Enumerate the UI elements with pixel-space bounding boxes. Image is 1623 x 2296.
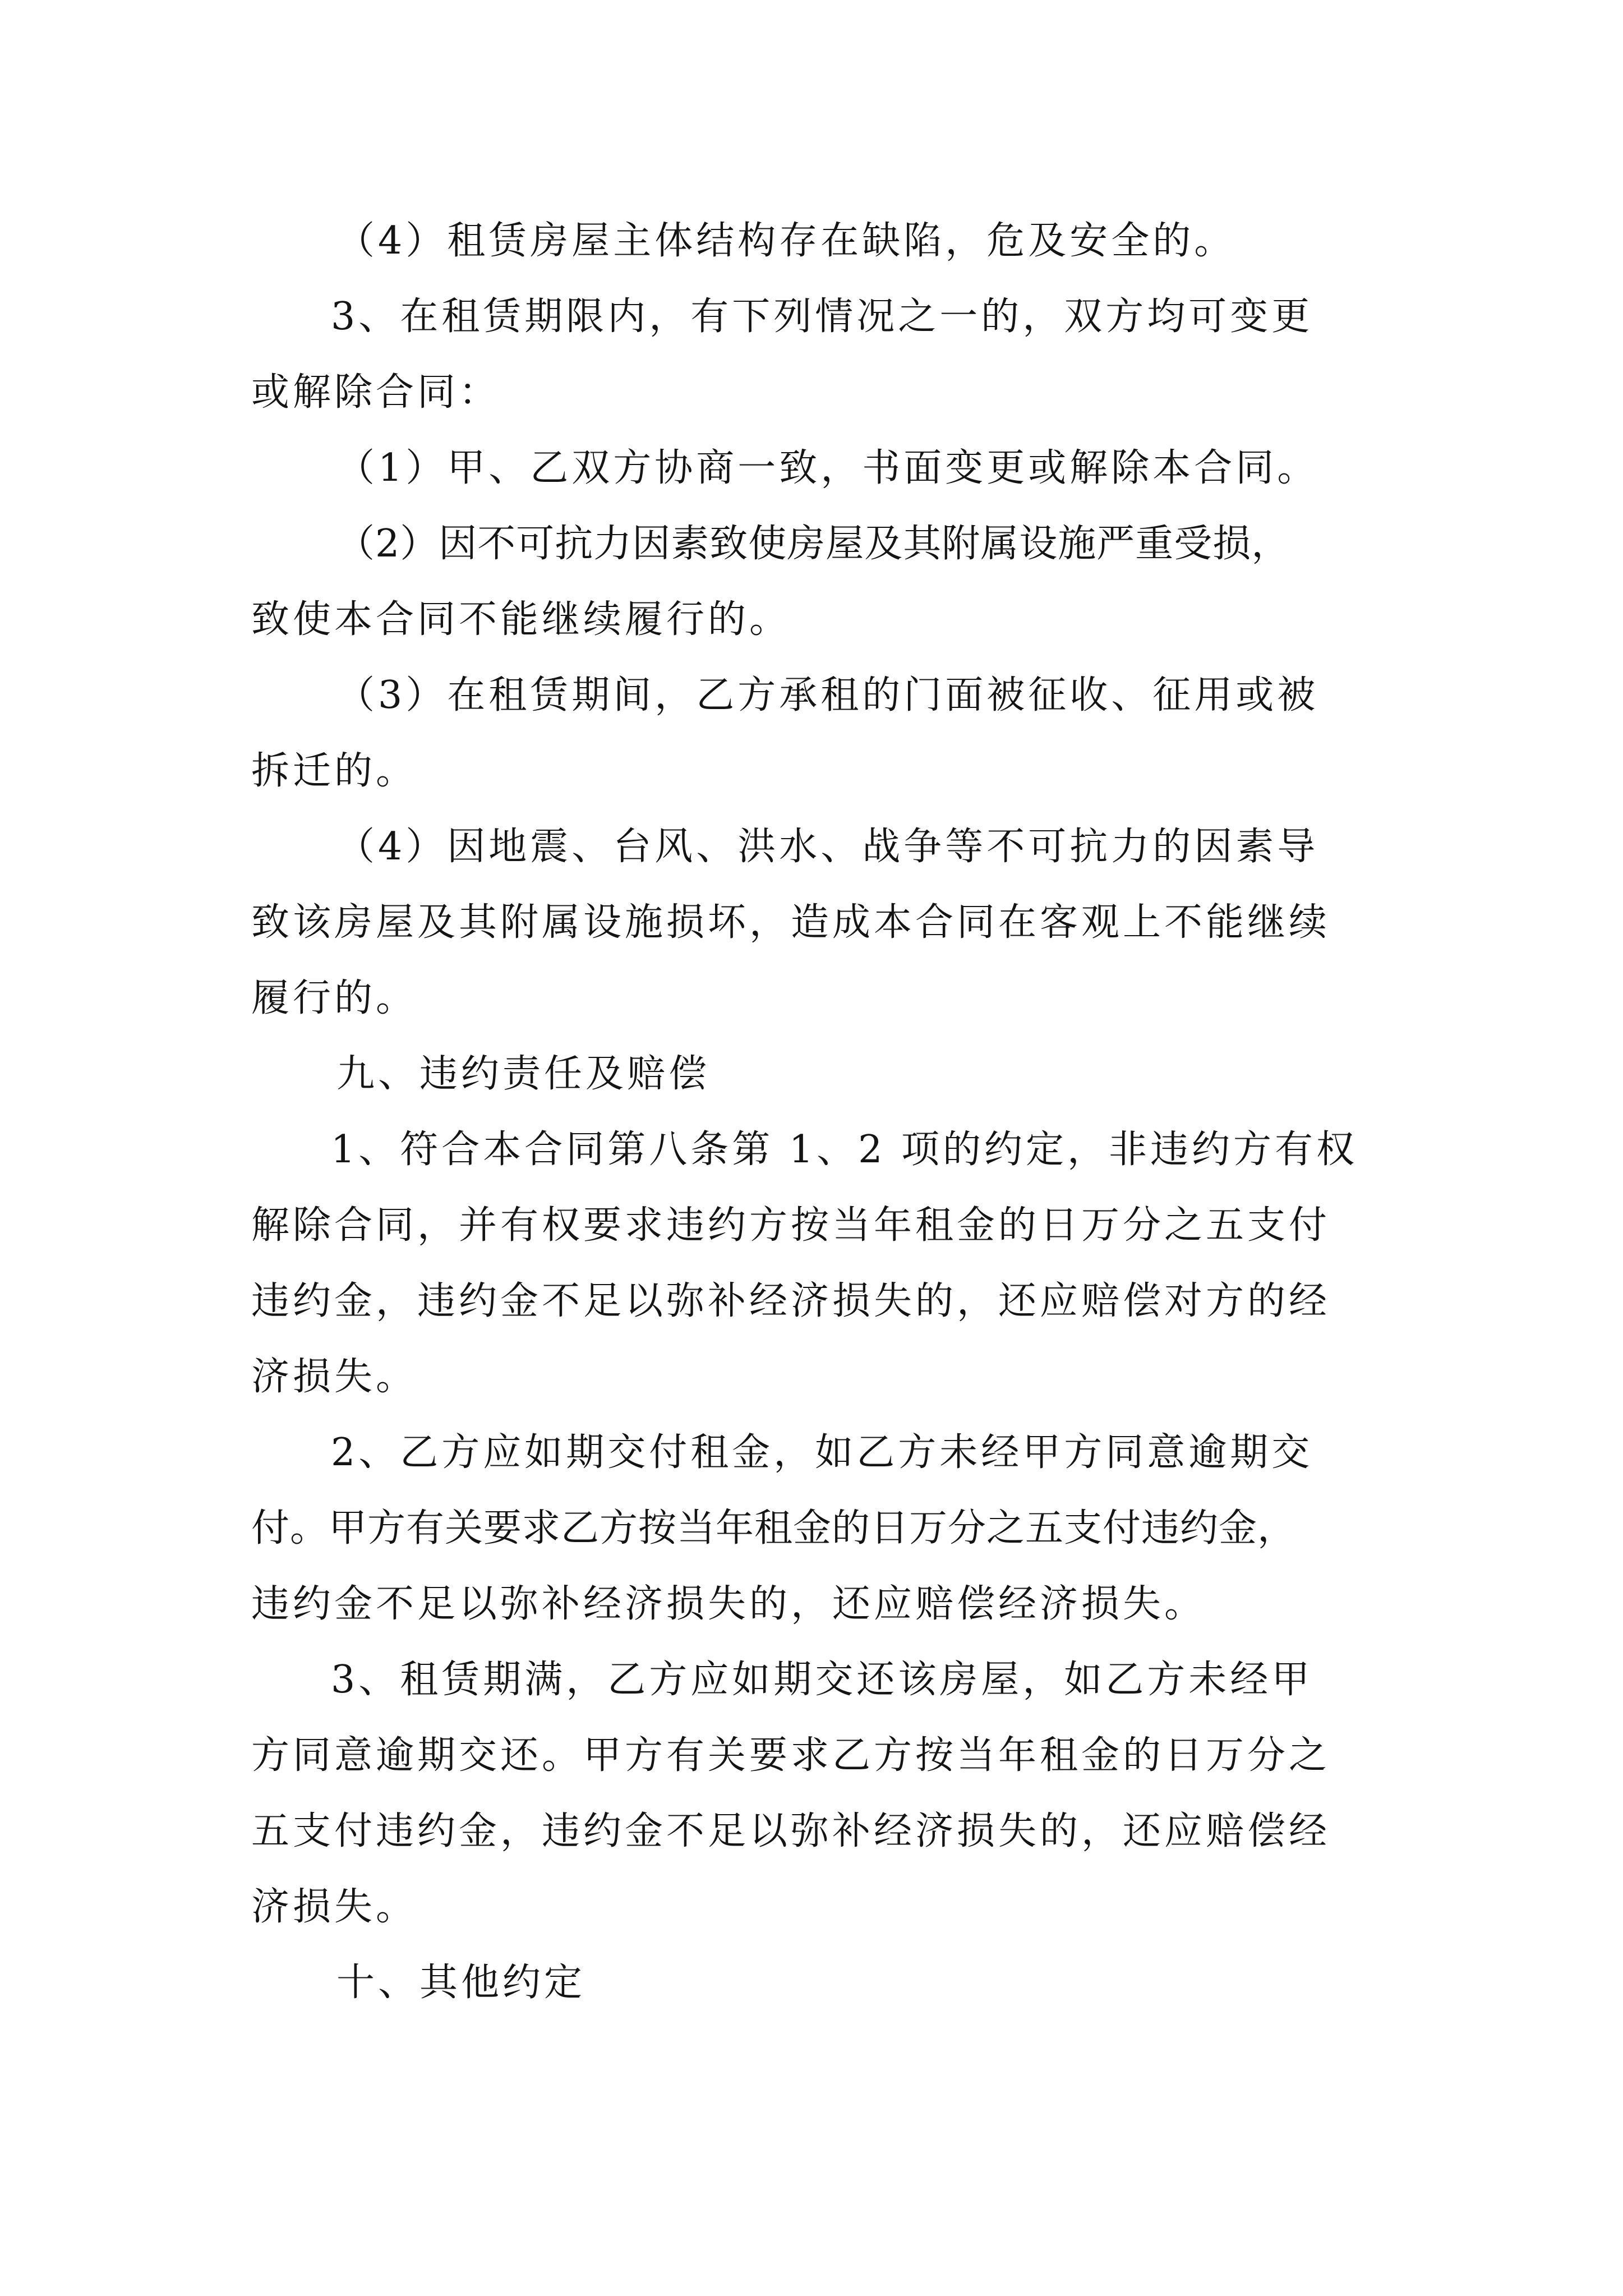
text-line: （1）甲、乙双方协商一致，书面变更或解除本合同。 [336, 446, 1319, 490]
text-line: （4）因地震、台风、洪水、战争等不可抗力的因素导 [336, 825, 1319, 869]
text-line: 或解除合同： [251, 370, 501, 415]
text-line: 五支付违约金，违约金不足以弥补经济损失的，还应赔偿经 [251, 1809, 1331, 1853]
text-line: 付。甲方有关要求乙方按当年租金的日万分之五支付违约金， [251, 1506, 1297, 1550]
text-line: 济损失。 [251, 1355, 418, 1399]
text-line: 济损失。 [251, 1885, 418, 1929]
text-line: 致使本合同不能继续履行的。 [251, 597, 791, 642]
text-line: 履行的。 [251, 976, 418, 1020]
section-heading: 九、违约责任及赔偿 [336, 1052, 711, 1096]
text-line: 致该房屋及其附属设施损坏，造成本合同在客观上不能继续 [251, 900, 1331, 945]
text-line: 违约金，违约金不足以弥补经济损失的，还应赔偿对方的经 [251, 1279, 1331, 1323]
text-line: 2、乙方应如期交付租金，如乙方未经甲方同意逾期交 [331, 1430, 1313, 1475]
text-line: （3）在租赁期间，乙方承租的门面被征收、征用或被 [336, 673, 1319, 717]
text-line: （4）租赁房屋主体结构存在缺陷，危及安全的。 [336, 219, 1236, 263]
text-line: 1、符合本合同第八条第 1、2 项的约定，非违约方有权 [331, 1128, 1358, 1172]
text-line: 方同意逾期交还。甲方有关要求乙方按当年租金的日万分之 [251, 1733, 1331, 1778]
text-line: 3、租赁期满，乙方应如期交还该房屋，如乙方未经甲 [331, 1658, 1313, 1702]
text-line: 解除合同，并有权要求违约方按当年租金的日万分之五支付 [251, 1203, 1331, 1248]
text-line: 3、在租赁期限内，有下列情况之一的，双方均可变更 [331, 295, 1313, 339]
text-line: 拆迁的。 [251, 749, 418, 793]
text-line: （2）因不可抗力因素致使房屋及其附属设施严重受损， [336, 522, 1290, 566]
section-heading: 十、其他约定 [336, 1961, 586, 2005]
text-line: 违约金不足以弥补经济损失的，还应赔偿经济损失。 [251, 1582, 1206, 1626]
